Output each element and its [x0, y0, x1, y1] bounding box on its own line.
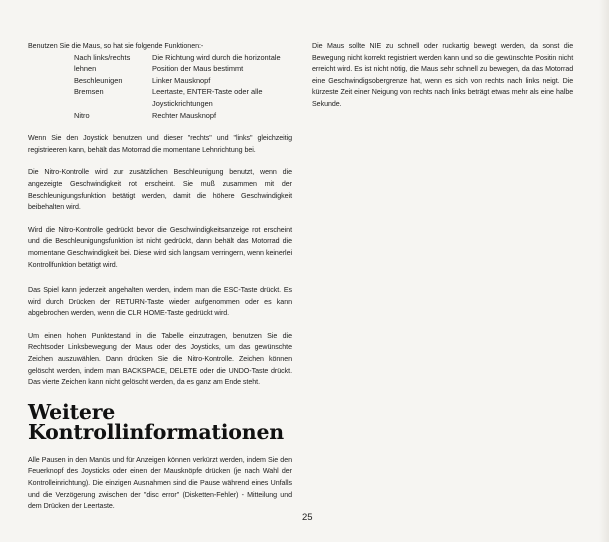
mouse-functions-table	[74, 52, 303, 122]
function-name: Beschleunigen	[74, 75, 123, 85]
page-edge-shadow	[599, 0, 609, 542]
function-description: Leertaste, ENTER-Taste oder alle	[152, 87, 263, 97]
section-heading-line2: Kontrollinformationen	[28, 419, 285, 444]
function-name: Nitro	[74, 110, 90, 120]
function-description: Die Richtung wird durch die horizontale	[152, 52, 281, 62]
function-row	[74, 98, 303, 110]
function-description: Linker Mausknopf	[152, 75, 211, 85]
function-name: Nach links/rechts	[74, 52, 131, 62]
nitro-paragraph: Die Nitro-Kontrolle wird zur zusätzlichen Beschleunigung benutzt, wenn die angezeigte Geschwindigkeit rot erscheint. Sie muß zusammen mit der Beschleunigungsfunktion betätigt werden, damit die höhere Geschwindigkeit beibehalten wird.	[28, 167, 292, 212]
function-description: Position der Maus bestimmt	[152, 64, 244, 74]
function-name	[74, 98, 152, 110]
pauses-paragraph: Alle Pausen in den Manüs und für Anzeigen können verkürzt werden, indem Sie den Feuerknopf des Joysticks oder einen der Mausknöpfe drücken (je nach Wahl der Kontrolleinrichtung). Die einzigen Ausnahmen sind die Pause während eines Unfalls und die Verzögerung zwischen der "disc error" (Disketten-Fehler) - Mitteilung und dem Drücken der Leertaste.	[28, 454, 292, 511]
page-number: 25	[302, 512, 313, 523]
mouse-warning-paragraph: Die Maus sollte NIE zu schnell oder ruckartig bewegt werden, da sonst die Bewegung nicht korrekt registriert werden kann und so die gewünschte Positin nicht erreicht wird. Es ist nicht nötig, die Maus sehr schnell zu bewegen, da das Motorrad eine Geschwindigsobergrenze hat, wenn es sich von rechts nach links neigt. Die kürzeste Zeit einer Neigung von rechts nach links beträgt etwas mehr als eine halbe Sekunde.	[312, 41, 574, 108]
function-row	[74, 52, 303, 64]
section-heading-line1: Weitere	[28, 399, 116, 424]
function-description: Rechter Mausknopf	[152, 110, 217, 120]
joystick-paragraph: Wenn Sie den Joystick benutzen und dieser "rechts" und "links" gleichzeitig registrieeren kann, behält das Motorrad die momentane Lehnrichtung bei.	[28, 133, 292, 154]
section-heading	[28, 399, 303, 444]
function-name: lehnen	[74, 64, 97, 74]
function-row	[74, 110, 303, 122]
pause-paragraph: Das Spiel kann jederzeit angehalten werden, indem man die ESC-Taste drückt. Es wird durch Drücken der RETURN-Taste wieder aufgenommen oder es kann abgebrochen werden, wenn die CLR HOME-Taste gedrückt wird.	[28, 285, 292, 318]
function-row	[74, 86, 303, 98]
right-column	[312, 40, 584, 110]
highscore-paragraph: Um einen hohen Punktestand in die Tabelle einzutragen, benutzen Sie die Rechtsoder Linksbewegung der Maus oder des Joysticks, um das gewünschte Zeichen auszuwählen. Dann drücken Sie die Nitro-Kontrolle. Zeichen können gelöscht werden, indem man BACKSPACE, DELETE oder die UNDO-Taste drückt. Das vierte Zeichen kann nicht gelöscht werden, da es ganz am Ende steht.	[28, 330, 292, 387]
nitro-speed-paragraph: Wird die Nitro-Kontrolle gedrückt bevor die Geschwindigkeitsanzeige rot erscheint und die Beschleunigungsfunktion ist nicht gedrückt, dann behält das Motorrad die momentane Geschwindigkeit bei. Diese wird sich langsam verringern, wenn keinerlei Kontrollfunktion betätigt wird.	[28, 224, 292, 269]
mouse-functions-intro: Benutzen Sie die Maus, so hat sie folgende Funktionen:-	[28, 41, 204, 50]
function-row	[74, 75, 303, 87]
left-column	[28, 40, 303, 512]
function-description: Joystickrichtungen	[152, 98, 213, 108]
function-name: Bremsen	[74, 87, 104, 97]
function-row	[74, 63, 303, 75]
